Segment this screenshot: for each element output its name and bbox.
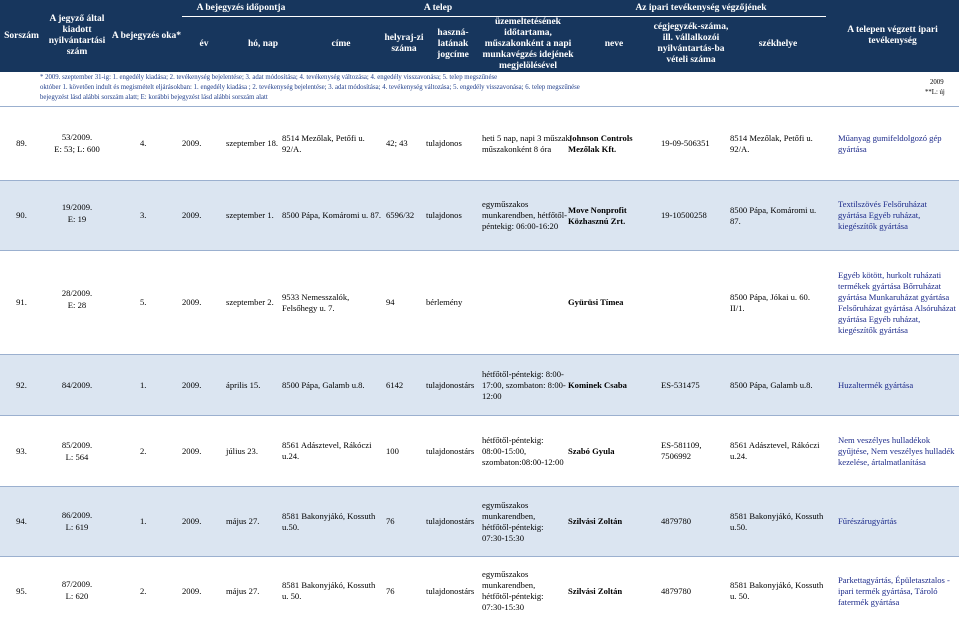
cell-tevekenyseg: Textilszövés Felsőruházat gyártása Egyéb ruházat, kiegészítők gyártása <box>838 199 927 231</box>
cell-ev: 2009. <box>182 297 202 307</box>
cell-jogcim: tulajdonos <box>426 210 462 220</box>
cell-ev: 2009. <box>182 210 202 220</box>
cell-idotartam: hétfőtől-péntekig: 8:00-17:00, szombaton: 8:00-12:00 <box>482 368 566 401</box>
cell-idotartam: egyműszakos munkarendben, hétfőtől-péntekig: 06:00-16:20 <box>482 199 567 231</box>
cell-nyilvantartasi-szam: 84/2009. <box>61 379 93 390</box>
header-helyrajzi-szam: helyraj-zi száma <box>384 33 424 54</box>
cell-nyilvantartasi-sub: L: 620 <box>65 590 89 601</box>
cell-neve: Szilvási Zoltán <box>568 516 623 526</box>
cell-idotartam: egyműszakos munkarendben, hétfőtől-péntekig: 07:30-15:30 <box>482 569 544 612</box>
cell-ev: 2009. <box>182 445 202 456</box>
cell-tevekenyseg: Parkettagyártás, Épületasztalos -ipari termék gyártása, Tároló fatermék gyártása <box>838 574 950 607</box>
cell-nyilvantartasi-sub: L: 619 <box>65 521 89 532</box>
cell-jogcim: tulajdonostárs <box>426 585 475 596</box>
cell-cim: 8500 Pápa, Komáromi u. 87. <box>282 210 382 220</box>
header-szekhelye: székhelye <box>758 38 798 49</box>
cell-cegjegyzek: ES-581109, 7506992 <box>661 440 702 461</box>
cell-sorszam: 94. <box>16 516 27 526</box>
cell-nyilvantartasi-sub: L: 564 <box>65 451 89 462</box>
cell-idotartam: heti 5 nap, napi 3 műszak, műszakonként 8 óra <box>482 132 572 154</box>
cell-neve: Szilvási Zoltán <box>568 585 623 596</box>
header-sorszam: Sorszám <box>4 30 39 41</box>
cell-szekhely: 8500 Pápa, Galamb u.8. <box>730 379 813 390</box>
cell-jogcim: tulajdonostárs <box>426 516 475 526</box>
cell-nyilvantartasi-sub: E: 19 <box>67 213 87 224</box>
cell-nyilvantartasi-szam: 19/2009. <box>61 201 93 212</box>
header-ipari-tevekenyseg: A telepen végzett ipari tevékenység <box>847 25 938 46</box>
table-row <box>0 107 959 180</box>
header-cegjegyzek: cégjegyzék-száma, ill. vállalkozói nyilvántartás-ba vételi száma <box>653 22 729 65</box>
cell-cim: 8581 Bakonyjákó, Kossuth u. 50. <box>282 580 376 601</box>
cell-nyilvantartasi-szam: 53/2009. <box>61 131 93 142</box>
cell-jogcim: tulajdonostárs <box>426 379 475 390</box>
cell-cegjegyzek: ES-531475 <box>661 379 700 390</box>
cell-ok: 2. <box>140 585 147 596</box>
cell-neve: Szabó Gyula <box>568 445 615 456</box>
header-bejegyzes-oka: A bejegyzés oka* <box>111 30 182 41</box>
header-cime: címe <box>331 38 351 49</box>
cell-cim: 8514 Mezőlak, Petőfi u. 92/A. <box>282 132 365 154</box>
cell-nyilvantartasi-szam: 85/2009. <box>61 439 93 450</box>
cell-ev: 2009. <box>182 585 202 596</box>
legend-right: **L: új <box>925 89 945 96</box>
header-divider <box>182 16 300 17</box>
cell-sorszam: 92. <box>16 379 27 390</box>
cell-tevekenyseg: Fűrészárugyártás <box>838 516 897 526</box>
cell-hrsz: 76 <box>386 585 395 596</box>
table-row <box>0 251 959 354</box>
cell-ev: 2009. <box>182 379 202 390</box>
table-row <box>0 487 959 556</box>
cell-sorszam: 93. <box>16 445 27 456</box>
cell-nyilvantartasi-sub: E: 28 <box>67 299 87 310</box>
cell-ho-nap: május 27. <box>226 516 260 526</box>
legend-line-3: bejegyzést lásd alábbi sorszám alatt; E: korábbi bejegyzést lásd alábbi sorszám alatt <box>40 94 268 101</box>
header-uzemeltetes: üzemeltetésének időtartama, műszakonként a napi munkavégzés idejének megjelölésével <box>482 16 574 71</box>
cell-cim: 9533 Nemesszalók, Felsőhegy u. 7. <box>282 291 350 313</box>
cell-ho-nap: május 27. <box>226 585 260 596</box>
cell-szekhely: 8561 Adásztevel, Rákóczi u.24. <box>730 440 820 461</box>
cell-ev: 2009. <box>182 138 202 148</box>
cell-neve: Johnson Controls Mezőlak Kft. <box>568 132 633 154</box>
cell-ok: 1. <box>140 516 147 526</box>
cell-neve: Gyürüsi Tímea <box>568 297 624 307</box>
cell-hrsz: 76 <box>386 516 395 526</box>
legend-year: 2009 <box>930 79 944 86</box>
header-hasznalat-jogcime: haszná-latának jogcíme <box>437 27 469 60</box>
cell-idotartam: egyműszakos munkarendben, hétfőtől-péntekig: 07:30-15:30 <box>482 499 544 543</box>
table-row <box>0 355 959 415</box>
cell-cegjegyzek: 19-09-506351 <box>661 138 710 148</box>
cell-szekhely: 8500 Pápa, Jókai u. 60. II/1. <box>730 291 810 313</box>
cell-ok: 2. <box>140 445 147 456</box>
cell-ok: 4. <box>140 138 147 148</box>
header-bejegyzes-idopontja: A bejegyzés időpontja <box>196 2 286 13</box>
cell-tevekenyseg: Egyéb kötött, hurkolt ruházati termékek gyártása Bőrruházat gyártása Munkaruházat gyártása Felsőruházat gyártása Alsóruházat gyártása Egyéb ruházat, kiegészítők gyártása <box>838 269 956 335</box>
cell-cegjegyzek: 4879780 <box>661 516 692 526</box>
cell-ho-nap: szeptember 18. <box>226 138 279 148</box>
cell-nyilvantartasi-szam: 86/2009. <box>61 509 93 520</box>
cell-szekhely: 8514 Mezőlak, Petőfi u. 92/A. <box>730 132 813 154</box>
cell-hrsz: 6142 <box>386 379 404 390</box>
cell-tevekenyseg: Huzaltermék gyártása <box>838 379 914 390</box>
cell-szekhely: 8581 Bakonyjákó, Kossuth u.50. <box>730 510 824 532</box>
header-ev: év <box>199 38 209 49</box>
header-ho-nap: hó, nap <box>247 38 279 49</box>
cell-cim: 8500 Pápa, Galamb u.8. <box>282 379 365 390</box>
cell-neve: Kominek Csaba <box>568 379 627 390</box>
cell-sorszam: 90. <box>16 210 27 220</box>
cell-sorszam: 91. <box>16 297 27 307</box>
cell-ok: 1. <box>140 379 147 390</box>
table-row <box>0 181 959 250</box>
cell-ok: 5. <box>140 297 147 307</box>
cell-nyilvantartasi-szam: 28/2009. <box>61 287 93 298</box>
cell-cegjegyzek: 19-10500258 <box>661 210 707 220</box>
cell-nyilvantartasi-sub: E: 53; L: 600 <box>54 143 100 154</box>
legend-line-2: október 1. követően indult és megismételt eljárásokban: 1. engedély kiadása ; 2. tevékenység bejelentése; 3. adat módosítása; 4. tevékenység változása; 5. engedély visszavonása; 6. telep megszűnése <box>40 84 580 91</box>
table-header <box>0 0 959 72</box>
cell-neve: Move Nonprofit Közhasznú Zrt. <box>568 204 627 226</box>
cell-jogcim: tulajdonos <box>426 138 462 148</box>
header-divider <box>576 16 826 17</box>
cell-hrsz: 94 <box>386 297 395 307</box>
header-neve: neve <box>604 38 624 49</box>
cell-ho-nap: szeptember 1. <box>226 210 274 220</box>
cell-sorszam: 89. <box>16 138 27 148</box>
cell-szekhely: 8581 Bakonyjákó, Kossuth u. 50. <box>730 580 824 601</box>
cell-ho-nap: július 23. <box>226 445 258 456</box>
cell-ev: 2009. <box>182 516 202 526</box>
cell-hrsz: 42; 43 <box>386 138 408 148</box>
cell-jogcim: bérlemény <box>426 297 463 307</box>
table-row <box>0 416 959 486</box>
cell-nyilvantartasi-szam: 87/2009. <box>61 578 93 589</box>
cell-cim: 8561 Adásztevel, Rákóczi u.24. <box>282 440 372 461</box>
header-vegzojenek: Az ipari tevékenység végzőjének <box>635 2 767 13</box>
cell-jogcim: tulajdonostárs <box>426 445 475 456</box>
table-row <box>0 557 959 625</box>
header-telep: A telep <box>423 2 453 13</box>
cell-ho-nap: április 15. <box>226 379 261 390</box>
header-divider <box>300 16 576 17</box>
cell-tevekenyseg: Nem veszélyes hulladékok gyűjtése, Nem veszélyes hulladék kezelése, ártalmatlanítása <box>838 434 955 467</box>
cell-cim: 8581 Bakonyjákó, Kossuth u.50. <box>282 510 376 532</box>
cell-idotartam: hétfőtől-péntekig: 08:00-15:00, szombaton:08:00-12:00 <box>482 434 564 467</box>
cell-sorszam: 95. <box>16 585 27 596</box>
cell-szekhely: 8500 Pápa, Komáromi u. 87. <box>730 204 817 226</box>
cell-tevekenyseg: Műanyag gumifeldolgozó gép gyártása <box>838 132 942 154</box>
header-nyilvantartasi-szam: A jegyző által kiadott nyilvántartási szám <box>48 14 106 57</box>
cell-ho-nap: szeptember 2. <box>226 297 274 307</box>
cell-ok: 3. <box>140 210 147 220</box>
cell-hrsz: 100 <box>386 445 399 456</box>
legend-line-1: * 2009. szeptember 31-ig: 1. engedély kiadása; 2. tevékenység bejelentése; 3. adat módosítása; 4. tevékenység változása; 4. engedély visszavonása; 5. telep megszűnése <box>40 74 498 81</box>
legend <box>0 72 959 106</box>
cell-hrsz: 6596/32 <box>386 210 415 220</box>
cell-cegjegyzek: 4879780 <box>661 585 692 596</box>
